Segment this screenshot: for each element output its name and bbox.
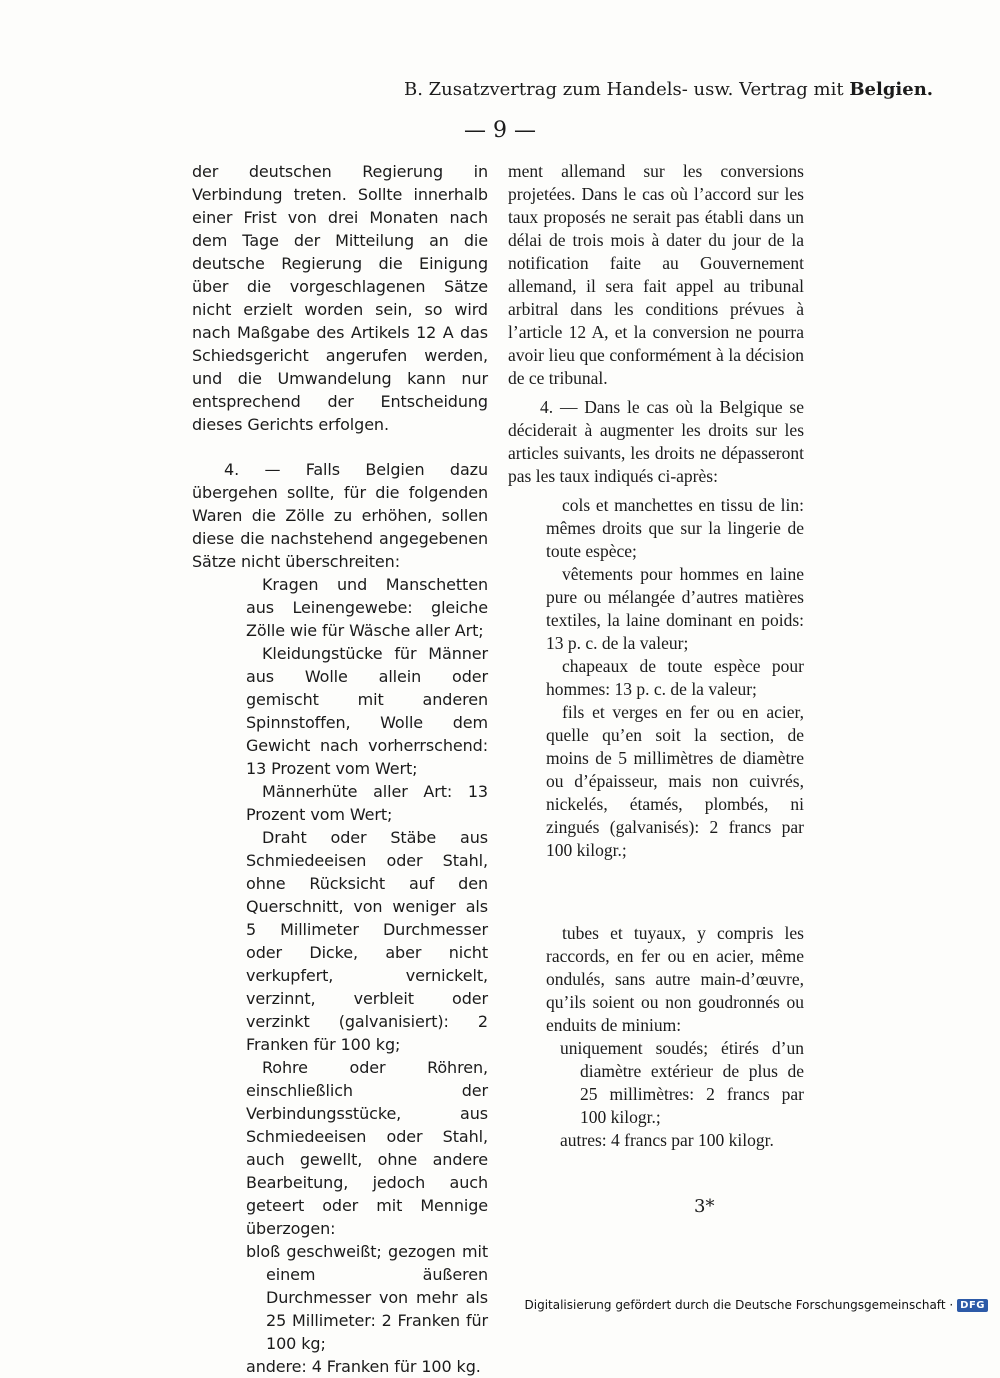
german-paragraph-1: der deutschen Regierung in Verbindung treten. Sollte innerhalb einer Frist von drei Monaten nach dem Tage der Mitteilung an die deutsche Regierung die Einigung über die vorgeschlagenen Sätze nicht erzielt worden sein, so wird nach Maßgabe des Artikels 12 A das Schiedsgericht angerufen werden, und die Umwandelung kann nur entsprechend der Entscheidung dieses Gerichts erfolgen. <box>192 162 488 434</box>
signature-mark: 3* <box>694 1196 715 1217</box>
french-item-hats: chapeaux de toute espèce pour hommes: 13 p. c. de la valeur; <box>546 656 804 699</box>
german-subitem-other: andere: 4 Franken für 100 kg. <box>246 1357 481 1376</box>
running-header <box>404 78 934 102</box>
german-item-wire: Draht oder Stäbe aus Schmiedeeisen oder Stahl, ohne Rücksicht auf den Querschnitt, von weniger als 5 Millimeter Durchmesser oder Dicke, aber nicht verkupfert, vernickelt, verzinnt, verbleit oder verzinkt (galvanisiert): 2 Franken für 100 kg; <box>246 828 488 1054</box>
french-column <box>508 160 804 1152</box>
german-subitem-welded: bloß geschweißt; gezogen mit einem äußeren Durchmesser von mehr als 25 Millimeter: 2 Franken für 100 kg; <box>246 1242 488 1353</box>
french-subitem-welded: uniquement soudés; étirés d’un diamètre extérieur de plus de 25 millimètres: 2 francs par 100 kilogr.; <box>560 1038 804 1127</box>
german-item-collars: Kragen und Manschetten aus Leinengewebe: gleiche Zölle wie für Wäsche aller Art; <box>246 575 488 640</box>
footer-credit: Digitalisierung gefördert durch die Deutsche Forschungsgemeinschaft · <box>524 1298 954 1312</box>
german-column <box>192 160 488 1378</box>
french-item-clothing: vêtements pour hommes en laine pure ou mélangée d’autres matières textiles, la laine dominant en poids: 13 p. c. de la valeur; <box>546 564 804 653</box>
french-subitem-other: autres: 4 francs par 100 kilogr. <box>560 1130 774 1150</box>
french-paragraph-2: 4. — Dans le cas où la Belgique se déciderait à augmenter les droits sur les articles suivants, les droits ne dépasseront pas les taux indiqués ci-après: <box>508 397 804 486</box>
german-item-hats: Männerhüte aller Art: 13 Prozent vom Wert; <box>246 782 488 824</box>
german-item-clothing: Kleidungstücke für Männer aus Wolle allein oder gemischt mit anderen Spinnstoffen, Wolle dem Gewicht nach vorherrschend: 13 Prozent vom Wert; <box>246 644 488 778</box>
page-number: — 9 — <box>464 118 536 143</box>
german-item-tubes: Rohre oder Röhren, einschließlich der Verbindungsstücke, aus Schmiedeeisen oder Stahl, auch gewellt, ohne andere Bearbeitung, jedoch auch geteert oder mit Mennige überzogen: <box>246 1058 488 1238</box>
french-item-collars: cols et manchettes en tissu de lin: mêmes droits que sur la lingerie de toute espèce; <box>546 495 804 561</box>
german-paragraph-2: 4. — Falls Belgien dazu übergehen sollte, für die folgenden Waren die Zölle zu erhöhen, sollen diese die nachstehend angegebenen Sätze nicht überschreiten: <box>192 460 488 571</box>
french-item-tubes: tubes et tuyaux, y compris les raccords, en fer ou en acier, même ondulés, sans autre main-d’œuvre, qu’ils soient ou non goudronnés ou enduits de minium: <box>546 923 804 1035</box>
dfg-logo-icon: DFG <box>957 1299 988 1312</box>
french-item-wire: fils et verges en fer ou en acier, quelle qu’en soit la section, de moins de 5 millimètres de diamètre ou d’épaisseur, mais non cuivrés, nickelés, étamés, plombés, ni zingués (galvanisés): 2 francs par 100 kilogr.; <box>546 702 804 860</box>
running-title-country: Belgien. <box>849 79 934 100</box>
running-title: B. Zusatzvertrag zum Handels- usw. Vertrag mit <box>404 79 844 100</box>
digitization-footer <box>525 1298 988 1312</box>
french-paragraph-1: ment allemand sur les conversions projetées. Dans le cas où l’accord sur les taux proposés ne serait pas établi dans un délai de trois mois à dater du jour de la notification faite au Gouvernement allemand, il sera fait appel au tribunal arbitral dans les conditions prévues à l’article 12 A, et la conversion ne pourra avoir lieu que conformément à la décision de ce tribunal. <box>508 161 804 388</box>
